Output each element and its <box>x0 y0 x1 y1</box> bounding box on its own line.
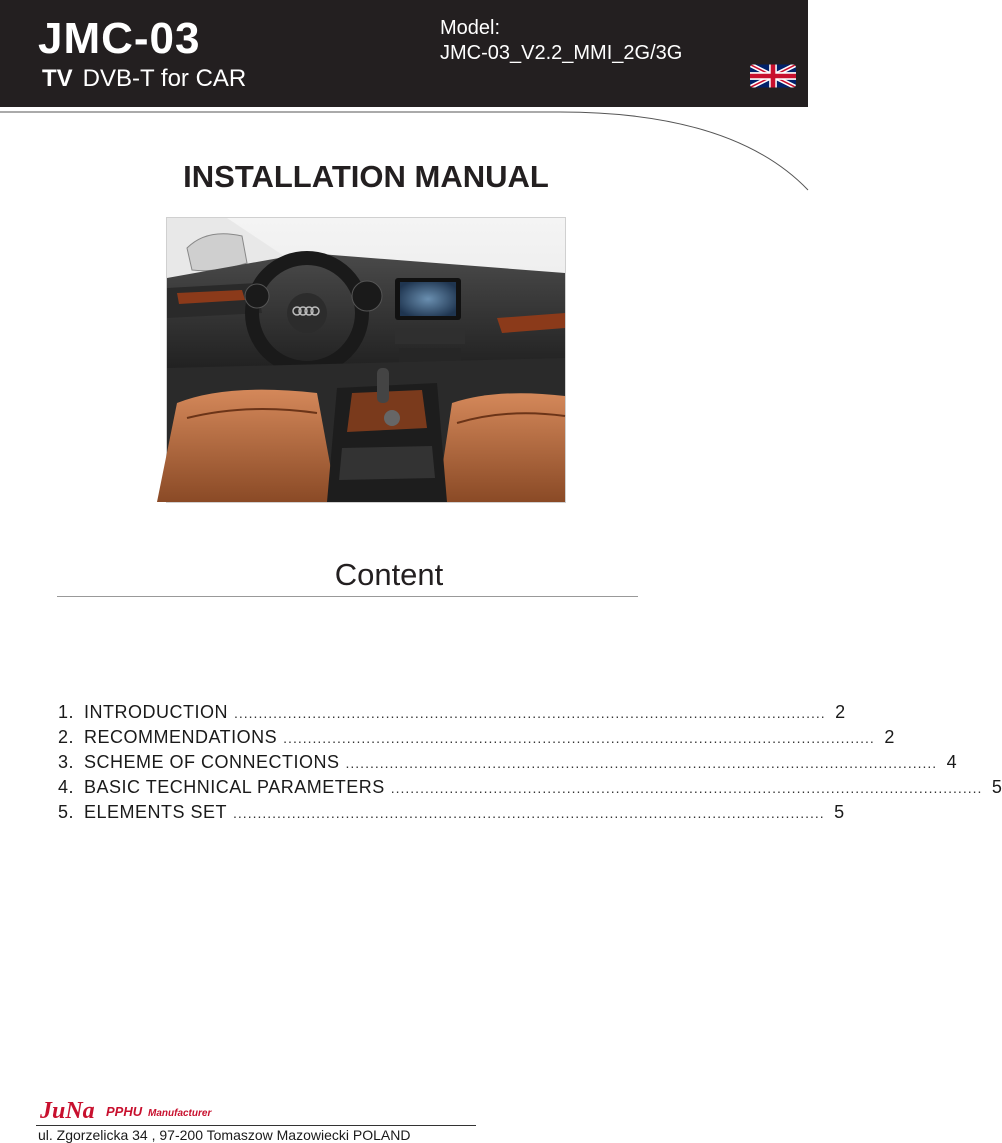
footer-divider <box>36 1125 476 1126</box>
header-band <box>0 0 808 107</box>
subtitle-text: DVB-T for CAR <box>82 65 247 92</box>
uk-flag-icon <box>750 63 796 89</box>
document-title: INSTALLATION MANUAL <box>183 159 549 194</box>
toc-page-number: 5 <box>834 802 845 822</box>
toc-item-scheme-of-connections[interactable] <box>58 750 958 775</box>
content-divider <box>57 596 638 597</box>
tv-label: TV <box>42 65 73 92</box>
model-label: Model: <box>440 17 501 39</box>
product-code: JMC-03 <box>38 14 201 63</box>
juna-logo <box>40 1096 300 1124</box>
toc-item-introduction[interactable] <box>58 700 846 725</box>
toc-number: 5. <box>58 802 75 822</box>
car-interior-photo <box>166 217 566 503</box>
toc-label: INTRODUCTION <box>84 702 228 722</box>
toc-number: 2. <box>58 727 75 747</box>
toc-leader: ......................................................................................................................... <box>233 805 825 821</box>
toc-label: SCHEME OF CONNECTIONS <box>84 752 340 772</box>
content-heading: Content <box>334 557 444 592</box>
toc-page-number: 2 <box>884 727 895 747</box>
logo-wordmark: JuNa <box>40 1098 95 1124</box>
logo-manufacturer: Manufacturer <box>148 1108 212 1119</box>
logo-pphu: PPHU <box>106 1104 143 1119</box>
toc-leader: ......................................................................................................................... <box>234 705 826 721</box>
car-interior-illustration <box>167 218 565 502</box>
toc-label: BASIC TECHNICAL PARAMETERS <box>84 777 385 797</box>
model-value: JMC-03_V2.2_MMI_2G/3G <box>440 42 683 64</box>
toc-page-number: 2 <box>835 702 846 722</box>
toc-item-elements-set[interactable] <box>58 800 845 825</box>
product-subtitle <box>42 65 246 93</box>
toc-number: 3. <box>58 752 75 772</box>
toc-number: 4. <box>58 777 75 797</box>
toc-item-basic-technical-parameters[interactable] <box>58 775 1002 800</box>
toc-leader: ......................................................................................................................... <box>390 780 983 796</box>
toc-item-recommendations[interactable] <box>58 725 895 750</box>
manufacturer-address: ul. Zgorzelicka 34 , 97-200 Tomaszow Mazowiecki POLAND <box>38 1127 411 1143</box>
toc-leader: ......................................................................................................................... <box>283 730 875 746</box>
table-of-contents <box>58 700 1002 825</box>
toc-page-number: 4 <box>946 752 958 772</box>
toc-label: ELEMENTS SET <box>84 802 228 822</box>
toc-label: RECOMMENDATIONS <box>84 727 278 747</box>
toc-number: 1. <box>58 702 75 722</box>
toc-leader: ......................................................................................................................... <box>345 755 938 771</box>
toc-page-number: 5 <box>991 777 1002 797</box>
